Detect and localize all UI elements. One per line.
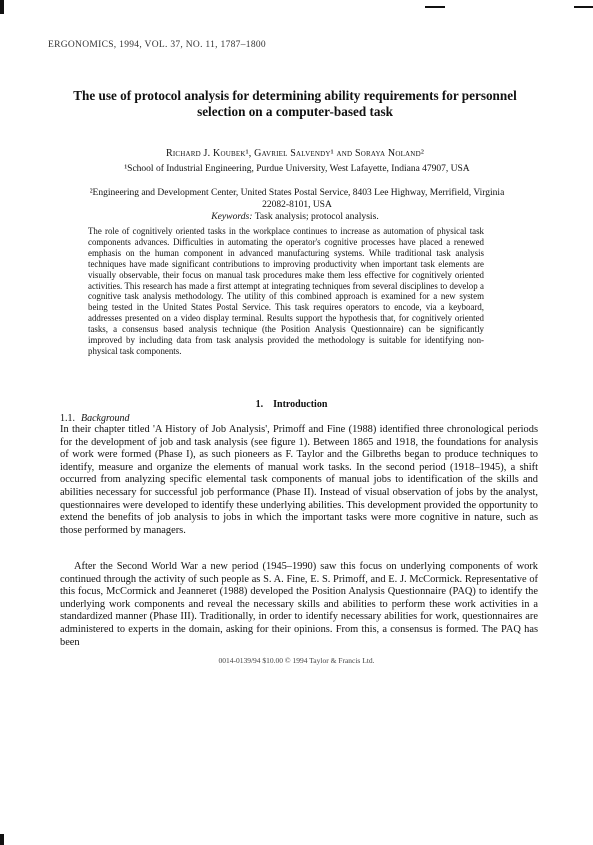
journal-header: ERGONOMICS, 1994, VOL. 37, NO. 11, 1787–1800 [48, 40, 266, 50]
copyright-footer: 0014-0139/94 $10.00 © 1994 Taylor & Francis Ltd. [218, 656, 375, 665]
affiliation-1: ¹School of Industrial Engineering, Purdue University, West Lafayette, Indiana 47907, USA [124, 164, 470, 174]
subsection-title: Background [81, 413, 130, 424]
affiliation-2: ²Engineering and Development Center, United States Postal Service, 8403 Lee Highway, Merrifield, Virginia 22082-8101, USA [89, 188, 505, 210]
subsection-heading [60, 413, 130, 424]
body-paragraph: In their chapter titled 'A History of Job Analysis', Primoff and Fine (1988) identified three chronological periods for the development of job and task analysis (see figure 1). Between 1865 and 1918, the foundations for analysis of work were formed (Phase I), as such pioneers as F. Taylor and the Gilbreths began to produce techniques to identify, measure and organize the elements of manual work tasks. In the second period (1918–1945), a shift occurred from analyzing specific elemental task components of manual jobs to identification of the skills and abilities necessary for successful job performance (Phase II). Instead of visual observation of jobs by the analyst, questionnaires were developed to identify these underlying abilities. This development provided the opportunity to extend the benefits of job analysis to jobs in which the important tasks were more cognitive in nature, such as those performed by managers. [60, 424, 538, 536]
paper-title: The use of protocol analysis for determining ability requirements for personnel selection on a computer-based task [73, 88, 517, 119]
keywords [60, 211, 530, 222]
scan-artifact-top-left [0, 0, 4, 14]
scan-artifact-top-right-edge [574, 6, 593, 8]
keywords-text: Task analysis; protocol analysis. [254, 211, 379, 222]
body-paragraph: After the Second World War a new period (1945–1990) saw this focus on underlying components of work continued through the activity of such people as S. A. Fine, E. S. Primoff, and E. J. McCormick. Representative of this focus, McCormick and Jeanneret (1988) developed the Position Analysis Questionnaire (PAQ) to identify the underlying work components and reveal the necessary skills and abilities to perform these work activities in a standardized manner (Phase III). Traditionally, in order to identify necessary abilities for work, questionnaires are administered to experts in the domain, asking for their opinions. From this, a consensus is formed. The PAQ has been [60, 561, 538, 648]
scan-artifact-bottom-left [0, 834, 4, 845]
keywords-label: Keywords: [211, 211, 253, 222]
author-list: Richard J. Koubek¹, Gavriel Salvendy¹ and Soraya Noland² [165, 148, 425, 159]
scan-artifact-top-right [425, 6, 445, 8]
abstract: The role of cognitively oriented tasks in the workplace continues to increase as automation of physical task components advances. Difficulties in automating the operator's cognitive processes have placed a renewed emphasis on the human component in advanced manufacturing systems. While traditional task analysis techniques have made significant contributions to improving productivity when important task elements are visually observable, their focus on manual task procedures make them less effective for cognitively oriented activities. This research has made a first attempt at integrating techniques from several disciplines to develop a cognitive task analysis methodology. The utility of this combined approach is examined for a new system being tested in the United States Postal Service. This task requires operators to encode, via a keyboard, addresses presented on a video display terminal. Results support the hypothesis that, for cognitively oriented tasks, a consensus based analysis technique (the Position Analysis Questionnaire) can be significantly improved by including data from task analysis provided the methodology is suitable for identifying non-physical task components. [88, 226, 484, 356]
subsection-number: 1.1. [60, 413, 75, 424]
section-heading [0, 399, 593, 410]
section-title: Introduction [273, 399, 328, 410]
section-number: 1. [255, 399, 264, 410]
